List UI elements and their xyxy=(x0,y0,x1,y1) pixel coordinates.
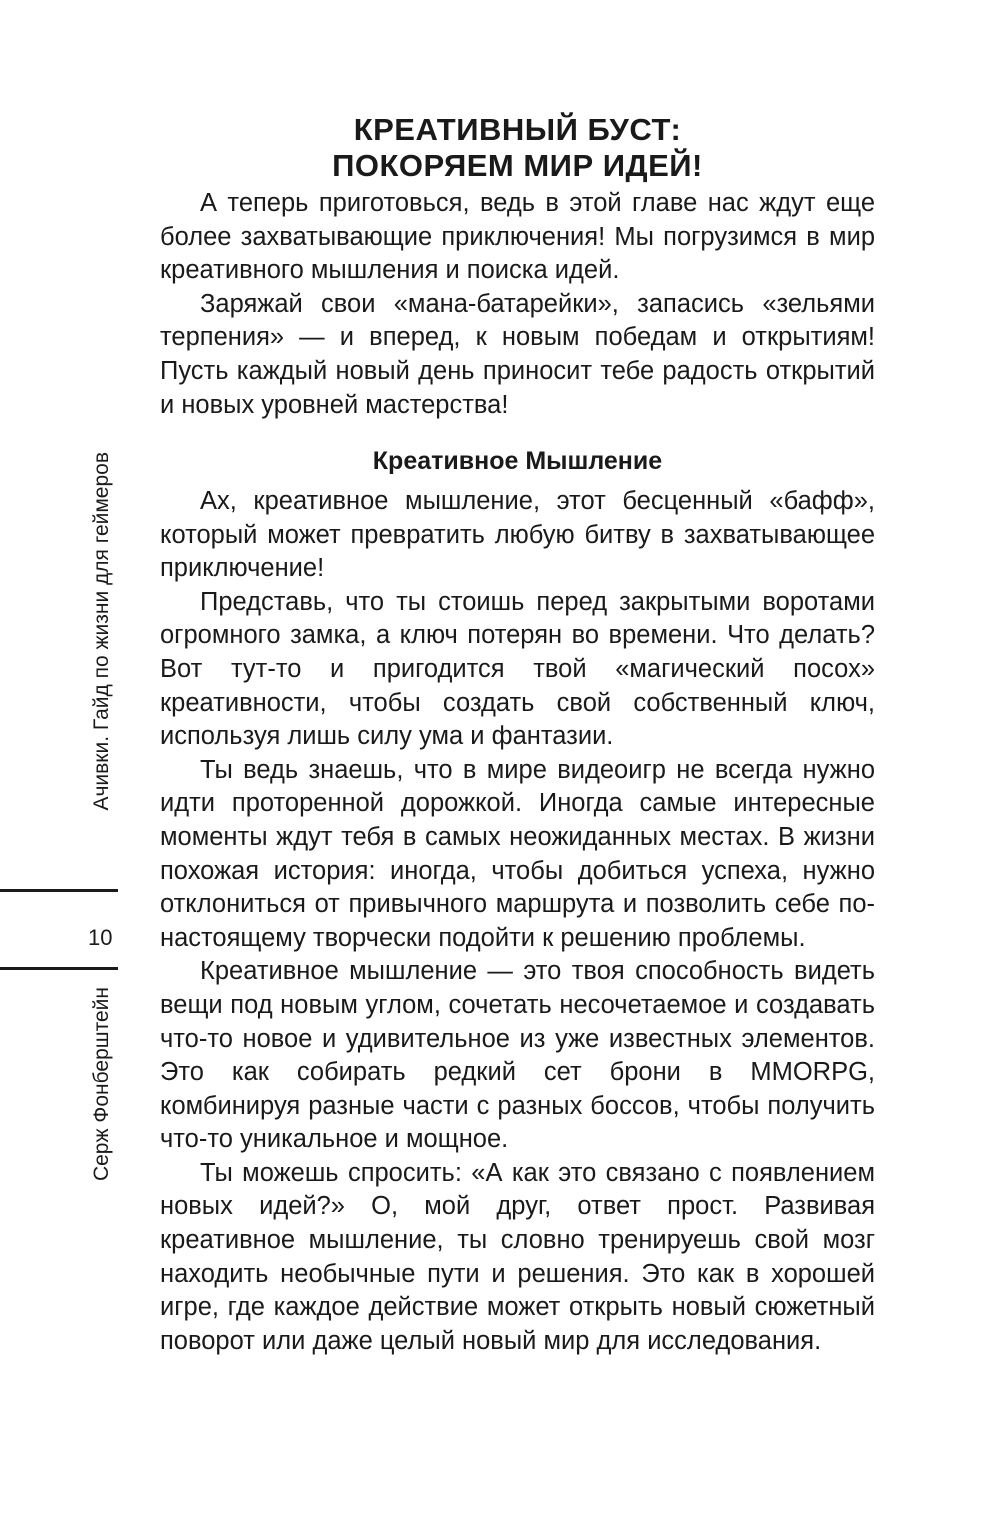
sidebar-divider-bottom xyxy=(0,967,118,970)
sidebar-divider-top xyxy=(0,889,118,892)
body-paragraph: Креативное мышление — это твоя способность видеть вещи под новым углом, сочетать несочетаемое и создавать что-то новое и удивительное из уже известных элементов. Это как собирать редкий сет брони в MMORPG, комбинируя разные части с разных боссов, чтобы получить что-то уникальное и мощное. xyxy=(160,957,875,1154)
body-paragraph: Ах, креативное мышление, этот бесценный «бафф», который может превратить любую битву в захватывающее приключение! xyxy=(160,487,875,583)
running-head-book-title: Ачивки. Гайд по жизни для геймеров xyxy=(90,452,113,811)
body-paragraph: Представь, что ты стоишь перед закрытыми воротами огромного замка, а ключ потерян во времени. Что делать? Вот тут-то и пригодится твой «магический посох» креативности, чтобы создать свой собственный ключ, используя лишь силу ума и фантазии. xyxy=(160,587,875,751)
chapter-intro xyxy=(160,187,875,422)
intro-paragraph: А теперь приготовься, ведь в этой главе нас ждут еще более захватывающие приключения! Мы погрузимся в мир креативного мышления и поиска идей. xyxy=(160,189,875,285)
running-head-author: Серж Фонберштейн xyxy=(90,987,113,1182)
page-number: 10 xyxy=(88,925,113,950)
intro-paragraph: Заряжай свои «мана-батарейки», запасись «зельями терпения» — и вперед, к новым победам и открытиям! Пусть каждый новый день приносит тебе радость открытий и новых уровней мастерства! xyxy=(160,289,875,419)
body-paragraph: Ты можешь спросить: «А как это связано с появлением новых идей?» О, мой друг, ответ прост. Развивая креативное мышление, ты словно тренируешь свой мозг находить необычные пути и решения. Это как в хорошей игре, где каждое действие может открыть новый сюжетный поворот или даже целый новый мир для исследования. xyxy=(160,1158,875,1355)
chapter-title-line-2: ПОКОРЯЕМ МИР ИДЕЙ! xyxy=(332,148,703,183)
chapter-title-line-1: КРЕАТИВНЫЙ БУСТ: xyxy=(353,112,682,147)
body-paragraph: Ты ведь знаешь, что в мире видеоигр не всегда нужно идти проторенной дорожкой. Иногда самые интересные моменты ждут тебя в самых неожиданных местах. В жизни похожая история: иногда, чтобы добиться успеха, нужно отклониться от привычного маршрута и позволить себе по-настоящему творчески подойти к решению проблемы. xyxy=(160,755,875,952)
section-body xyxy=(160,485,875,1358)
section-heading: Креативное Мышление xyxy=(372,447,663,475)
